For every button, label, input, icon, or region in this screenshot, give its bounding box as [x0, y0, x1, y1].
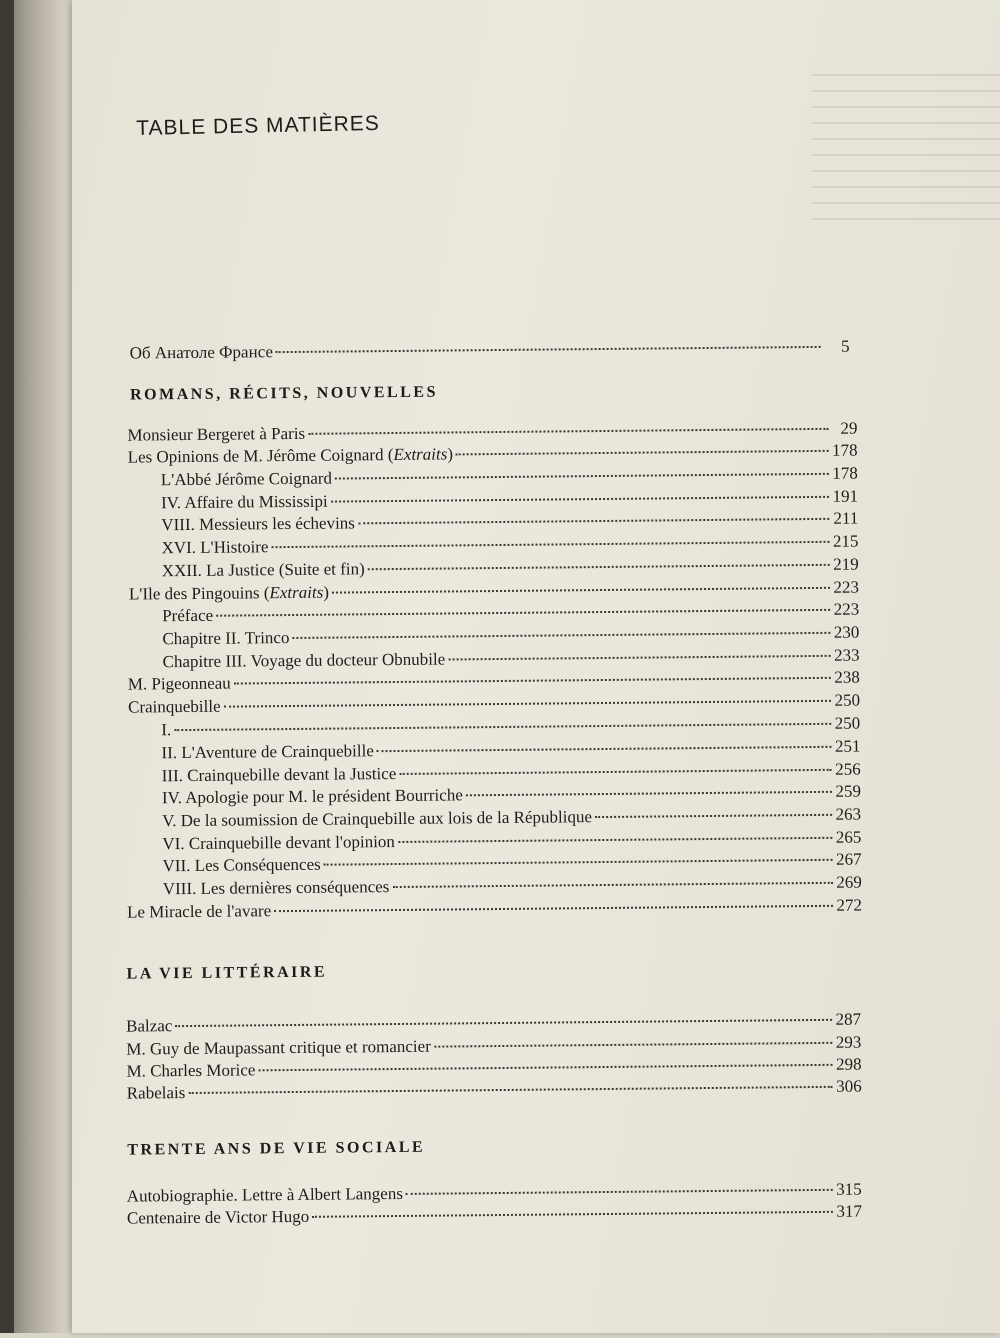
leader-dots — [448, 655, 830, 661]
toc-entry-title: IV. Affaire du Mississipi — [160, 491, 328, 513]
toc-entry-title: IV. Apologie pour M. le président Bourriche — [161, 785, 463, 808]
toc-entry-title: Rabelais — [126, 1083, 186, 1103]
toc-entry-title: Crainquebille — [127, 696, 221, 717]
toc-entry-page: 191 — [832, 486, 859, 506]
toc-subentry — [161, 714, 860, 741]
toc-entry-title: VII. Les Conséquences — [162, 854, 321, 876]
toc-entry — [127, 896, 862, 923]
toc-entry-title: Préface — [162, 605, 214, 626]
leader-dots — [308, 428, 828, 435]
leader-dots — [456, 450, 829, 456]
toc-entry-title: Centenaire de Victor Hugo — [126, 1206, 310, 1228]
toc-entry-page: 223 — [833, 577, 860, 597]
toc-entry-title: XVI. L'Histoire — [161, 537, 269, 558]
toc-subentry — [162, 805, 861, 832]
toc-entry-page: 263 — [835, 804, 862, 824]
toc-entry-page: 298 — [835, 1054, 862, 1074]
toc-subentry — [161, 737, 860, 764]
toc-entry-page: 211 — [833, 508, 859, 528]
toc-entry-title: I. — [161, 720, 172, 740]
toc-entry-title: Balzac — [126, 1016, 173, 1036]
toc-entry-title: XXII. La Justice (Suite et fin) — [161, 559, 365, 581]
leader-dots — [595, 814, 832, 818]
toc-entry-page: 178 — [832, 463, 858, 483]
leader-dots — [392, 882, 832, 888]
toc-entry — [126, 1010, 861, 1037]
toc-subentry — [162, 600, 859, 627]
leader-dots — [434, 1042, 833, 1048]
leader-dots — [292, 632, 830, 639]
toc-entry-title: Les Opinions de M. Jérôme Coignard (Extraits) — [127, 444, 454, 467]
toc-entry-page: 29 — [840, 418, 858, 438]
leader-dots — [332, 587, 830, 594]
toc-entry-intro — [130, 337, 850, 364]
toc-entry-title: Chapitre III. Voyage du docteur Obnubile — [162, 649, 446, 672]
toc-entry-page: 287 — [835, 1009, 862, 1029]
leader-dots — [377, 746, 832, 752]
toc-entry-page: 233 — [833, 645, 860, 665]
toc-entry-title: V. De la soumission de Crainquebille aux lois de la République — [162, 807, 593, 831]
toc-entry-title: M. Charles Morice — [126, 1060, 256, 1081]
section-heading: LA VIE LITTÉRAIRE — [126, 963, 328, 983]
leader-dots — [174, 723, 831, 731]
toc-entry-title: VIII. Messieurs les échevins — [161, 513, 355, 535]
toc-entry-page: 251 — [834, 736, 861, 756]
leader-dots — [276, 346, 821, 353]
toc-entry — [127, 1077, 862, 1104]
toc-entry-page: 315 — [836, 1179, 862, 1199]
toc-entry — [127, 1202, 862, 1229]
toc-entry-title: Chapitre II. Trinco — [162, 628, 290, 649]
toc-subentry — [162, 782, 861, 809]
toc-entry-title: III. Crainquebille devant la Justice — [161, 763, 397, 786]
toc-entry-page: 215 — [832, 531, 859, 551]
toc-entry-page: 230 — [833, 622, 860, 642]
toc-entry-title: VI. Crainquebille devant l'opinion — [162, 832, 395, 854]
leader-dots — [331, 496, 829, 503]
toc-entry-title: Об Анатоле Франсе — [129, 342, 274, 363]
toc-subentry — [161, 509, 858, 536]
leader-dots — [175, 1019, 832, 1027]
toc-subentry — [162, 850, 861, 877]
toc-entry-title: L'Ile des Pingouins (Extraits) — [128, 582, 330, 604]
toc-entry-page: 293 — [835, 1032, 862, 1052]
leader-dots — [398, 837, 832, 843]
toc-entry-title: II. L'Aventure de Crainquebille — [161, 741, 374, 763]
toc-entry-page: 267 — [835, 849, 862, 869]
leader-dots — [335, 473, 829, 480]
leader-dots — [188, 1086, 832, 1094]
toc-entry — [128, 668, 860, 695]
page-title: TABLE DES MATIÈRES — [136, 111, 381, 140]
toc-entry-page: 238 — [834, 667, 860, 687]
toc-subentry — [162, 555, 859, 582]
leader-dots — [368, 564, 830, 570]
toc-entry-page: 265 — [835, 827, 862, 847]
section-heading: ROMANS, RÉCITS, NOUVELLES — [129, 383, 439, 404]
toc-entry-page: 317 — [836, 1201, 863, 1221]
toc-entry-title: Le Miracle de l'avare — [126, 901, 272, 922]
toc-entry-page: 259 — [835, 781, 861, 801]
toc-subentry — [161, 532, 858, 559]
toc-entry — [128, 441, 858, 468]
toc-entry-page: 269 — [836, 872, 862, 892]
leader-dots — [224, 700, 831, 708]
toc-entry-page: 178 — [832, 440, 858, 460]
toc-entry — [128, 691, 860, 718]
toc-subentry — [163, 873, 862, 900]
leader-dots — [274, 905, 833, 912]
toc-entry-page: 5 — [841, 336, 850, 356]
toc-entry-page: 256 — [835, 759, 861, 779]
toc-entry-page: 223 — [833, 599, 860, 619]
leader-dots — [234, 677, 831, 685]
toc-entry-page: 306 — [836, 1076, 862, 1096]
toc-subentry — [161, 464, 858, 491]
toc-entry-page: 272 — [836, 895, 863, 915]
leader-dots — [271, 541, 829, 548]
toc-entry-title: VIII. Les dernières conséquences — [162, 877, 390, 899]
leader-dots — [466, 791, 832, 797]
toc-entry-page: 250 — [834, 690, 861, 710]
leader-dots — [406, 1189, 833, 1195]
toc-entry-page: 250 — [834, 713, 861, 733]
leader-dots — [358, 518, 829, 525]
leader-dots — [399, 769, 831, 775]
section-heading: TRENTE ANS DE VIE SOCIALE — [127, 1138, 426, 1159]
toc-entry-title: M. Guy de Maupassant critique et romancier — [126, 1036, 431, 1059]
leader-dots — [324, 859, 833, 866]
leader-dots — [216, 609, 830, 617]
toc-entry-title: M. Pigeonneau — [127, 673, 231, 694]
toc-entry-title: L'Abbé Jérôme Coignard — [160, 468, 333, 490]
toc-subentry — [162, 623, 859, 650]
toc-entry-page: 219 — [833, 554, 859, 574]
leader-dots — [312, 1211, 833, 1218]
leader-dots — [258, 1064, 832, 1072]
toc-entry-title: Autobiographie. Lettre à Albert Langens — [126, 1183, 403, 1206]
toc-entry-title: Monsieur Bergeret à Paris — [127, 423, 306, 445]
